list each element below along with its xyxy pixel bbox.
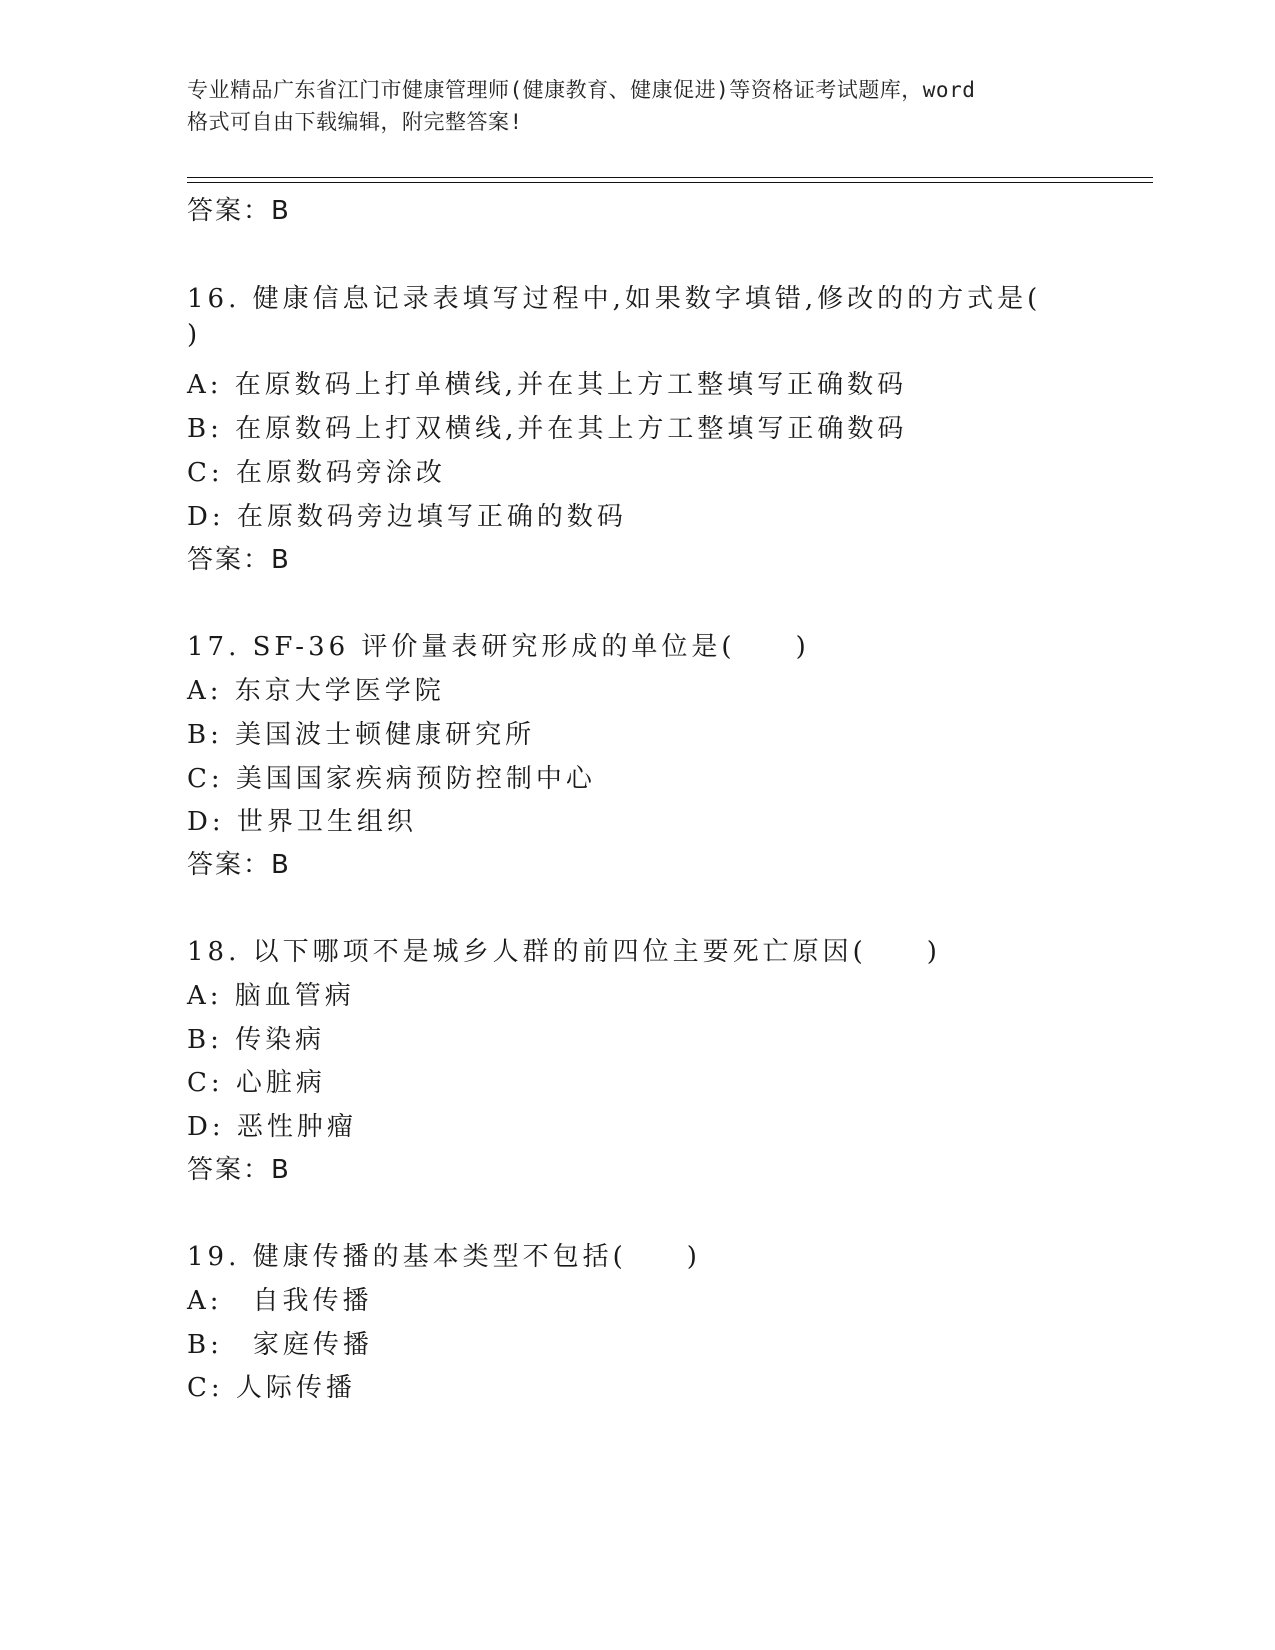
question-19-option-b: B: 家庭传播 [187,1330,373,1360]
header-divider-bottom [187,182,1153,183]
question-16-stem-cont: ) [187,320,202,350]
question-18-option-d: D: 恶性肿瘤 [187,1112,357,1142]
question-16-answer: 答案：B [187,545,291,575]
question-19-stem: 19. 健康传播的基本类型不包括( ) [187,1242,701,1272]
question-17-answer: 答案：B [187,850,291,880]
question-16-option-c: C: 在原数码旁涂改 [187,458,446,488]
question-19-option-c: C: 人际传播 [187,1373,356,1403]
header-line-2: 格式可自由下载编辑，附完整答案! [187,110,523,134]
question-18-option-a: A: 脑血管病 [187,981,355,1011]
question-17-stem: 17. SF-36 评价量表研究形成的单位是( ) [187,632,810,662]
question-16-option-a: A: 在原数码上打单横线,并在其上方工整填写正确数码 [187,370,908,400]
question-17-option-a: A: 东京大学医学院 [187,676,445,706]
question-16-stem: 16. 健康信息记录表填写过程中,如果数字填错,修改的的方式是( [187,284,1042,314]
question-18-answer: 答案：B [187,1155,291,1185]
question-18-stem: 18. 以下哪项不是城乡人群的前四位主要死亡原因( ) [187,937,941,967]
question-16-option-d: D: 在原数码旁边填写正确的数码 [187,502,627,532]
page-header [187,74,1087,138]
question-17-option-b: B: 美国波士顿健康研究所 [187,720,536,750]
question-16-option-b: B: 在原数码上打双横线,并在其上方工整填写正确数码 [187,414,908,444]
question-18-option-b: B: 传染病 [187,1025,326,1055]
header-line-1: 专业精品广东省江门市健康管理师(健康教育、健康促进)等资格证考试题库，word [187,78,976,102]
question-19-option-a: A: 自我传播 [187,1286,373,1316]
question-18-option-c: C: 心脏病 [187,1068,326,1098]
question-17-option-c: C: 美国国家疾病预防控制中心 [187,764,596,794]
answer-line: 答案：B [187,196,291,226]
header-divider-top [187,177,1153,178]
question-17-option-d: D: 世界卫生组织 [187,807,417,837]
